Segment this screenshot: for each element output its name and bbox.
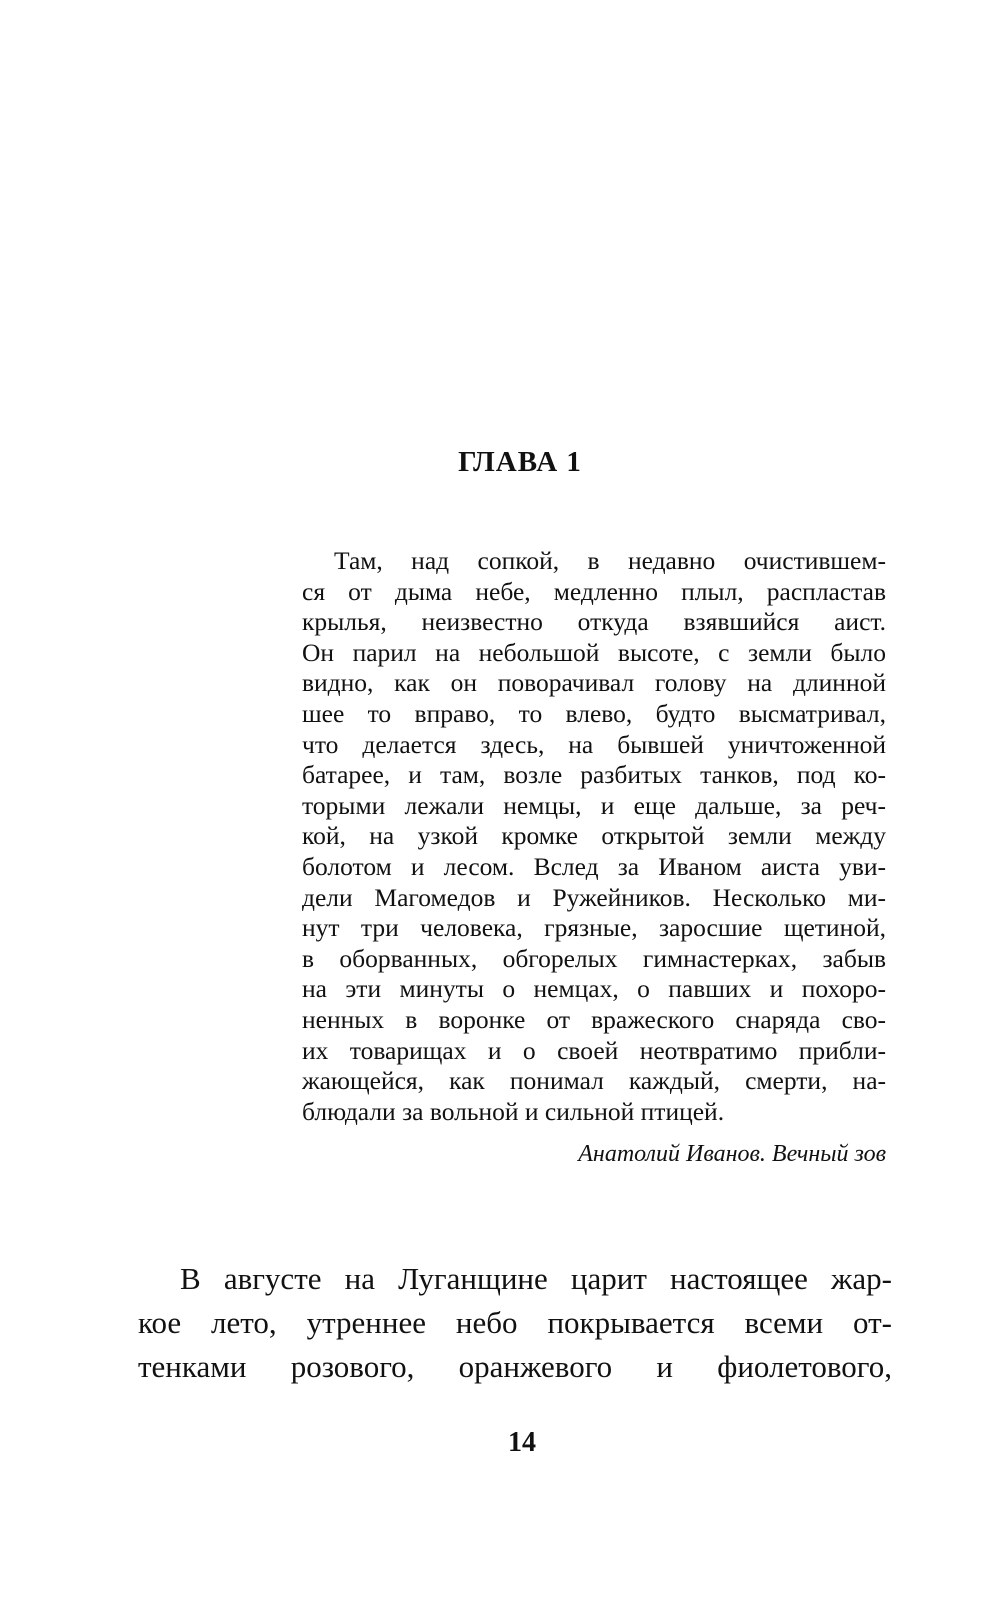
epigraph-line: видно, как он поворачивал голову на длинной [302, 668, 886, 698]
epigraph-attribution: Анатолий Иванов. Вечный зов [578, 1141, 886, 1167]
epigraph-line: дели Магомедов и Ружейников. Несколько ми- [302, 882, 886, 912]
epigraph-line: ся от дыма небе, медленно плыл, распластав [302, 576, 886, 606]
body-line: В августе на Луганщине царит настоящее жар- [180, 1261, 892, 1296]
epigraph-line: что делается здесь, на бывшей уничтоженной [302, 729, 886, 759]
epigraph-line: нут три человека, грязные, заросшие щетиной, [302, 913, 886, 943]
epigraph-line: Там, над сопкой, в недавно очистившем- [334, 546, 886, 575]
epigraph-line: кой, на узкой кромке открытой земли между [302, 821, 886, 851]
epigraph-line: батарее, и там, возле разбитых танков, под ко- [302, 760, 886, 790]
body-line: кое лето, утреннее небо покрывается всеми от- [138, 1305, 892, 1340]
epigraph-line: Он парил на небольшой высоте, с земли было [302, 637, 886, 667]
epigraph-line: ненных в воронке от вражеского снаряда сво- [302, 1004, 886, 1034]
epigraph-line: жающейся, как понимал каждый, смерти, на- [302, 1066, 886, 1096]
body-line: тенками розового, оранжевого и фиолетового, [138, 1349, 892, 1384]
epigraph-line: на эти минуты о немцах, о павших и похоро- [302, 974, 886, 1004]
epigraph-line: крылья, неизвестно откуда взявшийся аист. [302, 607, 886, 637]
epigraph-line: их товарищах и о своей неотвратимо прибли- [302, 1035, 886, 1065]
epigraph [302, 546, 886, 1127]
epigraph-line: в оборванных, обгорелых гимнастерках, забыв [302, 943, 886, 973]
epigraph-line: болотом и лесом. Вслед за Иваном аиста уви- [302, 851, 886, 881]
body-paragraph [138, 1257, 892, 1389]
page-number: 14 [508, 1427, 536, 1458]
epigraph-line: блюдали за вольной и сильной птицей. [302, 1096, 725, 1126]
epigraph-line: торыми лежали немцы, и еще дальше, за реч- [302, 790, 886, 820]
chapter-title: ГЛАВА 1 [458, 446, 582, 478]
epigraph-line: шее то вправо, то влево, будто высматривал, [302, 698, 886, 728]
